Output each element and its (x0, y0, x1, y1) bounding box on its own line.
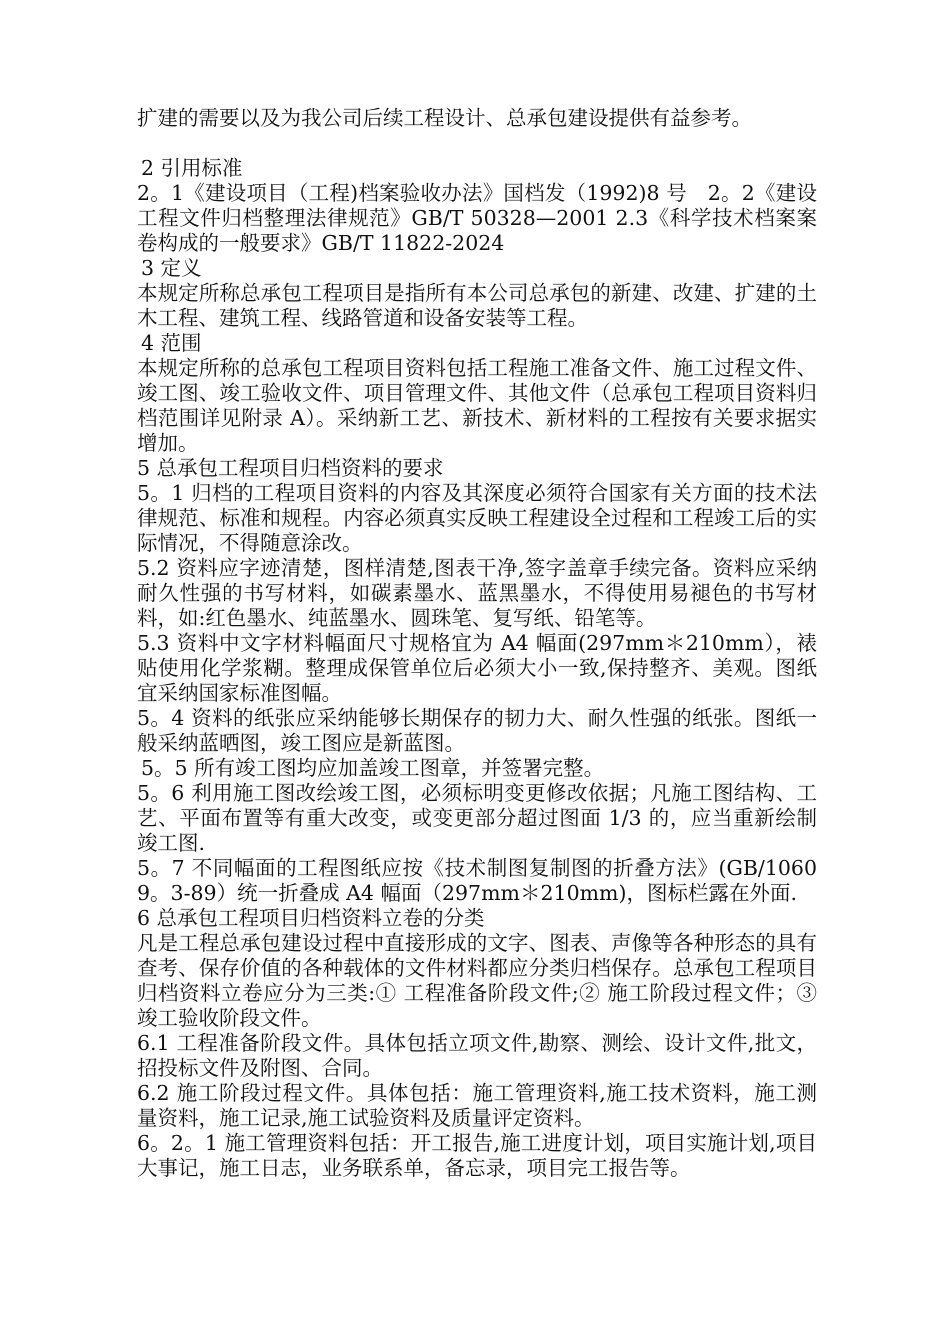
section-heading-6: 6 总承包工程项目归档资料立卷的分类 (137, 906, 485, 930)
paragraph-5-5: 5。5 所有竣工图均应加盖竣工图章，并签署完整。 (141, 756, 605, 780)
section-heading-4: 4 范围 (141, 331, 202, 355)
paragraph-5-4: 5。4 资料的纸张应采纳能够长期保存的韧力大、耐久性强的纸张。图纸一般采纳蓝晒图，竣工图应是新蓝图。 (137, 706, 817, 755)
document-body (137, 106, 817, 1181)
section-heading-2: 2 引用标准 (141, 156, 243, 180)
section-heading-5: 5 总承包工程项目归档资料的要求 (137, 456, 444, 480)
paragraph-5-3: 5.3 资料中文字材料幅面尺寸规格宜为 A4 幅面(297mm＊210mm），裱贴使用化学浆糊。整理成保管单位后必须大小一致,保持整齐、美观。图纸宜采纳国家标准图幅。 (137, 631, 817, 705)
paragraph-5-2: 5.2 资料应字迹清楚，图样清楚,图表干净,签字盖章手续完备。资料应采纳耐久性强的书写材料，如碳素墨水、蓝黑墨水，不得使用易褪色的书写材料，如:红色墨水、纯蓝墨水、圆珠笔、复写纸、铅笔等。 (137, 556, 817, 630)
paragraph-definition: 本规定所称总承包工程项目是指所有本公司总承包的新建、改建、扩建的土木工程、建筑工程、线路管道和设备安装等工程。 (137, 281, 817, 330)
paragraph-standards: 2。1《建设项目（工程)档案验收办法》国档发（1992)8 号 2。2《建设工程文件归档整理法律规范》GB/T 50328—2001 2.3《科学技术档案案卷构成的一般要求》GB/T 11822-2024 (137, 181, 817, 255)
paragraph-5-1: 5。1 归档的工程项目资料的内容及其深度必须符合国家有关方面的技术法律规范、标准和规程。内容必须真实反映工程建设全过程和工程竣工后的实际情况，不得随意涂改。 (137, 481, 817, 555)
paragraph-5-6: 5。6 利用施工图改绘竣工图，必须标明变更修改依据；凡施工图结构、工艺、平面布置等有重大改变，或变更部分超过图面 1/3 的，应当重新绘制竣工图. (137, 781, 817, 855)
paragraph-6-2-1: 6。2。1 施工管理资料包括：开工报告,施工进度计划，项目实施计划,项目大事记，施工日志，业务联系单，备忘录，项目完工报告等。 (137, 1131, 817, 1180)
paragraph-5-7: 5。7 不同幅面的工程图纸应按《技术制图复制图的折叠方法》(GB/10609。3-89）统一折叠成 A4 幅面（297mm＊210mm)，图标栏露在外面. (137, 856, 817, 905)
paragraph-continuation: 扩建的需要以及为我公司后续工程设计、总承包建设提供有益参考。 (137, 106, 752, 130)
paragraph-gap (137, 131, 817, 156)
paragraph-6-1: 6.1 工程准备阶段文件。具体包括立项文件,勘察、测绘、设计文件,批文，招投标文件及附图、合同。 (137, 1031, 817, 1080)
section-heading-3: 3 定义 (141, 256, 202, 280)
paragraph-scope: 本规定所称的总承包工程项目资料包括工程施工准备文件、施工过程文件、竣工图、竣工验收文件、项目管理文件、其他文件（总承包工程项目资料归档范围详见附录 A）。采纳新工艺、新技术、新材料的工程按有关要求据实增加。 (137, 356, 817, 455)
paragraph-6-2: 6.2 施工阶段过程文件。具体包括：施工管理资料,施工技术资料，施工测量资料，施工记录,施工试验资料及质量评定资料。 (137, 1081, 817, 1130)
paragraph-classification: 凡是工程总承包建设过程中直接形成的文字、图表、声像等各种形态的具有查考、保存价值的各种载体的文件材料都应分类归档保存。总承包工程项目归档资料立卷应分为三类:① 工程准备阶段文件;② 施工阶段过程文件；③竣工验收阶段文件。 (137, 931, 817, 1030)
